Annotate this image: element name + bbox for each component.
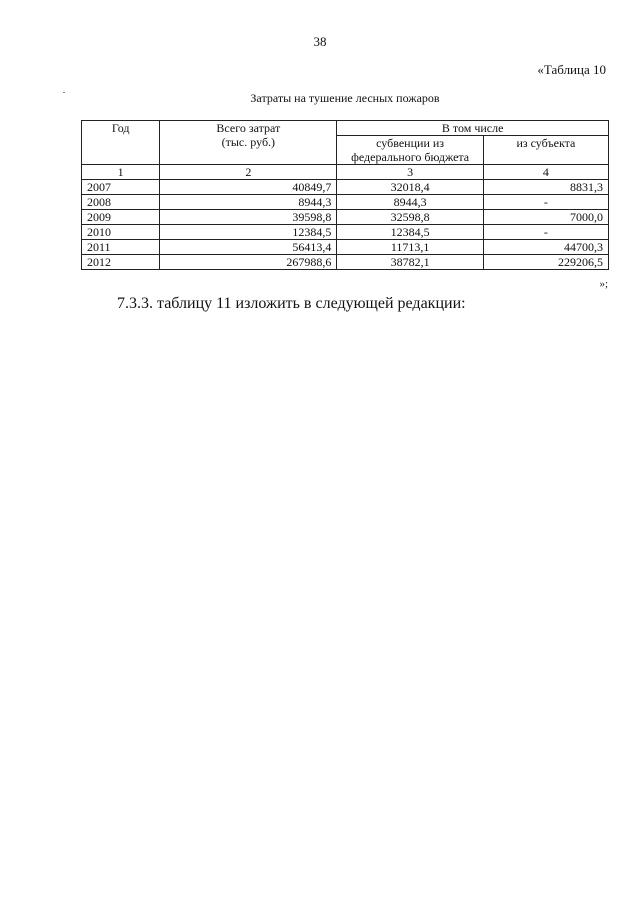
column-number: 4 <box>483 165 608 180</box>
cell-year: 2009 <box>82 210 160 225</box>
amendment-paragraph: 7.3.3. таблицу 11 изложить в следующей редакции: <box>117 295 466 312</box>
cell-year: 2010 <box>82 225 160 240</box>
cell-year: 2007 <box>82 180 160 195</box>
cell-subject: 229206,5 <box>483 255 608 270</box>
cell-total: 8944,3 <box>160 195 337 210</box>
header-total: Всего затрат (тыс. руб.) <box>160 121 337 165</box>
cell-federal: 12384,5 <box>337 225 484 240</box>
table-row <box>82 255 609 270</box>
table-row <box>82 180 609 195</box>
cell-total: 267988,6 <box>160 255 337 270</box>
table-row <box>82 195 609 210</box>
table-row <box>82 240 609 255</box>
column-number: 2 <box>160 165 337 180</box>
cell-federal: 38782,1 <box>337 255 484 270</box>
header-including: В том числе <box>337 121 609 136</box>
cell-total: 39598,8 <box>160 210 337 225</box>
cell-federal: 11713,1 <box>337 240 484 255</box>
cell-subject: - <box>483 195 608 210</box>
cell-subject: - <box>483 225 608 240</box>
header-federal: субвенции из федерального бюджета <box>337 136 484 165</box>
header-row <box>82 121 609 136</box>
cell-total: 12384,5 <box>160 225 337 240</box>
cell-year: 2008 <box>82 195 160 210</box>
column-number-row <box>82 165 609 180</box>
cell-total: 56413,4 <box>160 240 337 255</box>
table-row <box>82 210 609 225</box>
cell-subject: 8831,3 <box>483 180 608 195</box>
header-subject: из субъекта <box>483 136 608 165</box>
cell-federal: 32598,8 <box>337 210 484 225</box>
table-title: Затраты на тушение лесных пожаров <box>250 91 440 105</box>
table-reference: «Таблица 10 <box>537 62 606 77</box>
cell-federal: 32018,4 <box>337 180 484 195</box>
cell-year: 2011 <box>82 240 160 255</box>
closing-quote: »; <box>599 278 608 290</box>
table-row <box>82 225 609 240</box>
fire-costs-table <box>81 120 609 270</box>
cell-subject: 7000,0 <box>483 210 608 225</box>
cell-total: 40849,7 <box>160 180 337 195</box>
cell-subject: 44700,3 <box>483 240 608 255</box>
cell-federal: 8944,3 <box>337 195 484 210</box>
page-number: 38 <box>313 34 327 49</box>
column-number: 3 <box>337 165 484 180</box>
column-number: 1 <box>82 165 160 180</box>
cell-year: 2012 <box>82 255 160 270</box>
header-year: Год <box>82 121 160 165</box>
